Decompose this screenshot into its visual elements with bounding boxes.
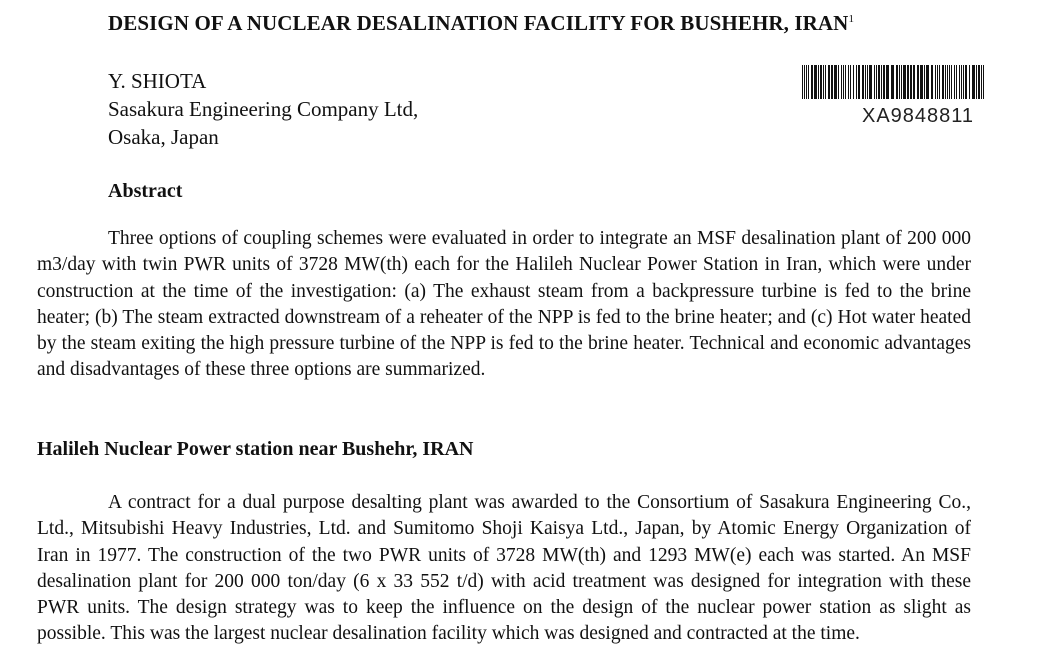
barcode-bar	[841, 65, 842, 99]
barcode-bar	[858, 65, 860, 99]
barcode-bar	[965, 65, 967, 99]
barcode-bar	[899, 65, 900, 99]
barcode-graphic	[802, 65, 988, 99]
barcode-bar	[917, 65, 919, 99]
paper-title	[108, 11, 854, 36]
barcode-bar	[814, 65, 817, 99]
barcode-bar	[874, 65, 875, 99]
barcode-bar	[942, 65, 944, 99]
barcode-bar	[862, 65, 864, 99]
barcode-bar	[806, 65, 807, 99]
barcode-bar	[820, 65, 822, 99]
barcode-bar	[823, 65, 824, 99]
barcode-bar	[924, 65, 925, 99]
barcode-bar	[896, 65, 898, 99]
barcode-number: XA9848811	[862, 105, 975, 127]
barcode-bar	[978, 65, 980, 99]
barcode-bar	[947, 65, 948, 99]
barcode-bar	[926, 65, 929, 99]
barcode-bar	[920, 65, 923, 99]
barcode-bar	[843, 65, 844, 99]
barcode-bar	[808, 65, 809, 99]
barcode-bar	[838, 65, 839, 99]
barcode-bar	[983, 65, 984, 99]
barcode-bar	[886, 65, 889, 99]
barcode-bar	[865, 65, 866, 99]
barcode-bar	[935, 65, 936, 99]
title-footnote-mark: 1	[848, 13, 855, 25]
paper-title-text: DESIGN OF A NUCLEAR DESALINATION FACILITY FOR BUSHEHR, IRAN	[108, 11, 849, 35]
barcode-bar	[976, 65, 977, 99]
barcode-bar	[802, 65, 803, 99]
barcode-bar	[901, 65, 902, 99]
barcode-bar	[963, 65, 964, 99]
barcode-bar	[910, 65, 912, 99]
barcode-bar	[961, 65, 962, 99]
abstract-paragraph: Three options of coupling schemes were evaluated in order to integrate an MSF desalination plant of 200 000 m3/day with twin PWR units of 3728 MW(th) each for the Halileh Nuclear Power Station in Iran, which were under construction at the time of the investigation: (a) The exhaust steam from a backpressure turbine is fed to the brine heater; (b) The steam extracted downstream of a reheater of the NPP is fed to the brine heater; and (c) Hot water heated by the steam exiting the high pressure turbine of the NPP is fed to the brine heater. Technical and economic advantages and disadvantages of these three options are summarized.	[37, 228, 971, 381]
barcode-bar	[848, 65, 849, 99]
barcode-bar	[913, 65, 915, 99]
barcode-bar	[959, 65, 960, 99]
barcode-bar	[951, 65, 952, 99]
barcode-bar	[850, 65, 851, 99]
author-affiliation: Sasakura Engineering Company Ltd,	[108, 97, 419, 121]
section-heading: Halileh Nuclear Power station near Bushehr, IRAN	[37, 438, 474, 460]
barcode-bar	[891, 65, 894, 99]
barcode-bar	[818, 65, 819, 99]
barcode-bar	[883, 65, 885, 99]
barcode-bar	[945, 65, 946, 99]
barcode-bar	[969, 65, 970, 99]
barcode-bar	[954, 65, 955, 99]
barcode-bar	[956, 65, 957, 99]
abstract-heading: Abstract	[108, 180, 183, 202]
author-block	[108, 67, 418, 151]
barcode-bar	[981, 65, 982, 99]
barcode-bar	[856, 65, 857, 99]
barcode-bar	[881, 65, 882, 99]
document-barcode	[802, 65, 988, 127]
barcode-bar	[931, 65, 933, 99]
barcode-bar	[903, 65, 906, 99]
barcode-bar	[828, 65, 830, 99]
barcode-bar	[972, 65, 975, 99]
barcode-bar	[825, 65, 826, 99]
barcode-bar	[811, 65, 813, 99]
barcode-bar	[834, 65, 837, 99]
barcode-bar	[804, 65, 805, 99]
barcode-bar	[853, 65, 854, 99]
barcode-bar	[845, 65, 846, 99]
barcode-bar	[867, 65, 868, 99]
barcode-bar	[831, 65, 833, 99]
barcode-bar	[949, 65, 950, 99]
author-location: Osaka, Japan	[108, 125, 219, 149]
barcode-bar	[878, 65, 880, 99]
barcode-bar	[939, 65, 940, 99]
section-paragraph: A contract for a dual purpose desalting plant was awarded to the Consortium of Sasakura Engineering Co., Ltd., Mitsubishi Heavy Industries, Ltd. and Sumitomo Shoji Kaisya Ltd., Japan, by Atomic Energy Organization of Iran in 1977. The construction of the two PWR units of 3728 MW(th) and 1293 MW(e) each was started. An MSF desalination plant for 200 000 ton/day (6 x 33 552 t/d) with acid treatment was designed for integration with these PWR units. The design strategy was to keep the influence on the design of the nuclear power station as slight as possible. This was the largest nuclear desalination facility which was designed and contracted at the time.	[37, 492, 971, 645]
barcode-bar	[907, 65, 909, 99]
barcode-bar	[876, 65, 877, 99]
author-name: Y. SHIOTA	[108, 69, 207, 93]
barcode-bar	[869, 65, 872, 99]
barcode-bar	[937, 65, 938, 99]
